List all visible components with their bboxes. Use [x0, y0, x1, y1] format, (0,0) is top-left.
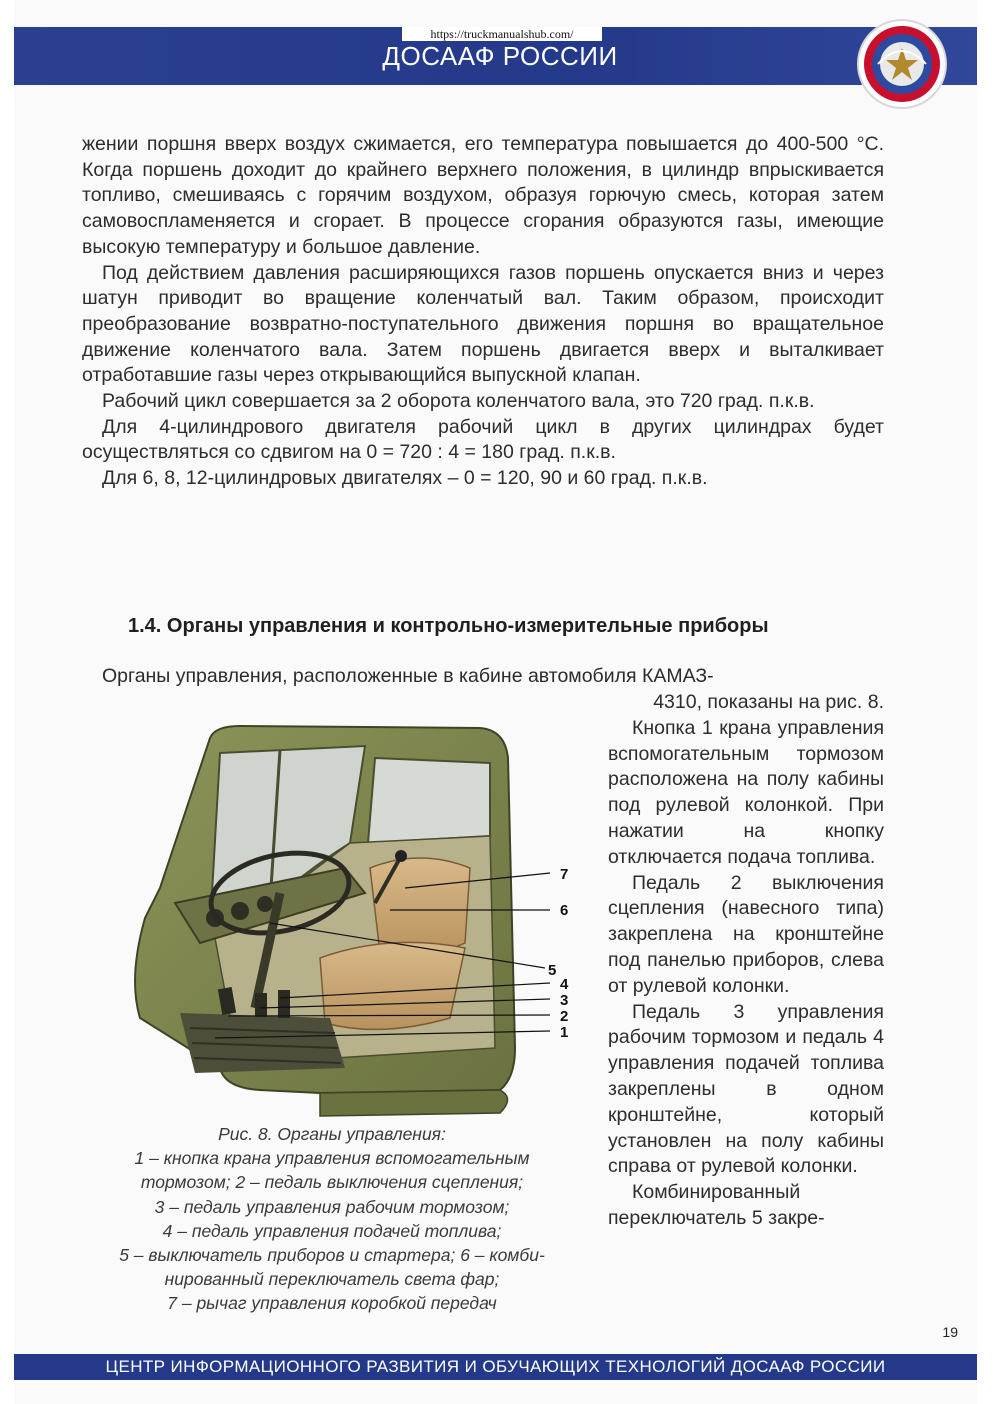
callout-label: 2: [560, 1008, 569, 1025]
paragraph: Для 4-цилиндрового двигателя рабочий цикл в других цилиндрах будет осуществляться со сдвигом на 0 = 720 : 4 = 180 град. п.к.в.: [82, 415, 884, 464]
caption-line: 4 – педаль управления подачей топлива;: [162, 1220, 502, 1241]
paragraph: Под действием давления расширяющихся газов поршень опускается вниз и через шатун приводит во вращение коленчатый вал. Таким образом, происходит преобразование возвратно-поступательного движения поршня во вращательное движение коленчатого вала. Затем поршень двигается вверх и выталкивает отработавшие газы через открывающийся выпускной клапан.: [82, 261, 884, 387]
paragraph: Кнопка 1 крана управления вспомогательным тормозом расположена на полу кабины под рулевой колонкой. При нажатии на кнопку отключается подача топлива.: [608, 716, 884, 868]
paragraph: Педаль 3 управления рабочим тормозом и педаль 4 управления подачей топлива закреплены в одном кронштейне, который установлен на полу кабины справа от рулевой колонки.: [608, 1000, 884, 1178]
callout-label: 7: [560, 866, 569, 883]
callout-label: 6: [560, 902, 569, 919]
figure-caption: [82, 1122, 582, 1316]
body-text-top: [82, 132, 884, 492]
header-title: ДОСААФ РОССИИ: [382, 41, 618, 71]
page-number: 19: [942, 1324, 958, 1340]
caption-line: Рис. 8. Органы управления:: [218, 1124, 446, 1144]
caption-line: 7 – рычаг управления коробкой передач: [167, 1293, 497, 1314]
caption-line: 3 – педаль управления рабочим тормозом;: [154, 1196, 510, 1217]
caption-line: нированный переключатель света фар;: [164, 1269, 500, 1290]
paragraph: жении поршня вверх воздух сжимается, его температура повышается до 400-500 °С. Когда поршень доходит до крайнего верхнего положения, в цилиндр впрыскивается топливо, смешиваясь с горячим воздухом, образуя горючую смесь, которая затем самовоспламеняется и сгорает. В процессе сгорания образуются газы, имеющие высокую температуру и большое давление.: [82, 133, 884, 258]
caption-line: 1 – кнопка крана управления вспомогательным: [134, 1148, 530, 1169]
paragraph: Педаль 2 выключения сцепления (навесного типа) закреплена на кронштейне под панелью приборов, слева от рулевой колонки.: [608, 871, 884, 997]
callout-label: 3: [560, 992, 569, 1009]
section-intro-continued: 4310, показаны на рис. 8.: [653, 691, 884, 713]
paragraph: Для 6, 8, 12-цилиндровых двигателях – 0 = 120, 90 и 60 град. п.к.в.: [102, 467, 708, 490]
dosaaf-emblem-icon: [856, 18, 948, 110]
section-heading: 1.4. Органы управления и контрольно-измерительные приборы: [128, 615, 769, 637]
section-intro: Органы управления, расположенные в кабине автомобиля КАМАЗ-: [102, 665, 714, 687]
callout-label: 1: [560, 1024, 569, 1041]
right-column-text: [608, 690, 884, 1232]
caption-line: тормозом; 2 – педаль выключения сцепления;: [140, 1172, 524, 1193]
source-url[interactable]: https://truckmanualshub.com/: [402, 27, 602, 41]
paragraph: Рабочий цикл совершается за 2 оборота коленчатого вала, это 720 град. п.к.в.: [102, 390, 815, 413]
paragraph: Комбинированный переключатель 5 закре-: [608, 1181, 825, 1229]
callout-label: 4: [560, 976, 569, 993]
callout-label: 5: [548, 962, 557, 979]
footer-text: ЦЕНТР ИНФОРМАЦИОННОГО РАЗВИТИЯ И ОБУЧАЮЩИХ ТЕХНОЛОГИЙ ДОСААФ РОССИИ: [105, 1357, 886, 1376]
cab-controls-illustration: [120, 718, 590, 1123]
caption-line: 5 – выключатель приборов и стартера; 6 – комби-: [119, 1245, 545, 1266]
